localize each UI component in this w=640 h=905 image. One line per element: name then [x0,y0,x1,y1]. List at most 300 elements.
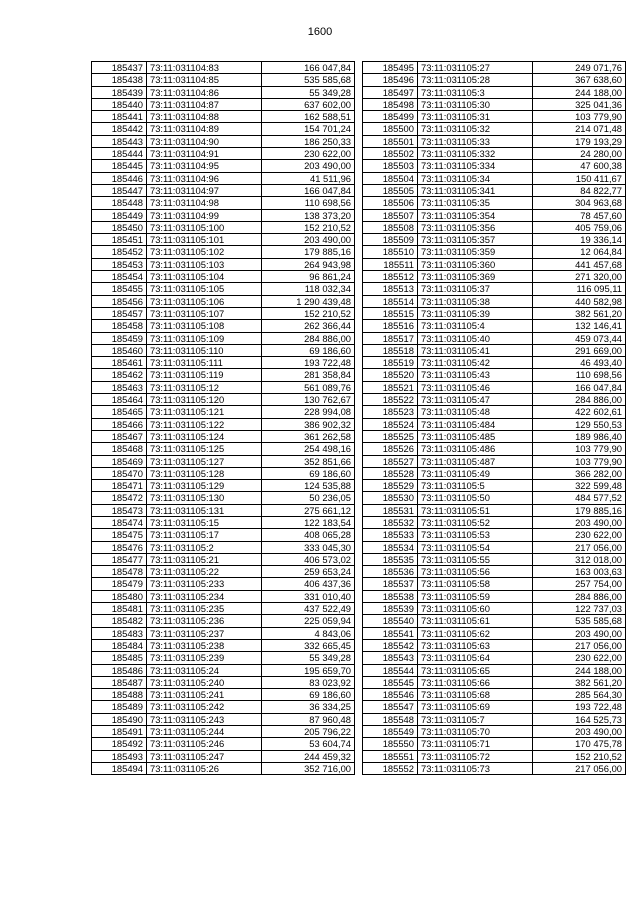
record-number: 185531 [363,504,418,516]
table-row [363,258,626,270]
cadastral-value: 87 960,48 [262,713,355,725]
cadastral-value: 304 963,68 [533,197,626,209]
record-number: 185461 [92,357,147,369]
record-number: 185496 [363,74,418,86]
cadastral-value: 312 018,00 [533,553,626,565]
cadastral-value: 244 459,32 [262,750,355,762]
cadastral-value: 459 073,44 [533,332,626,344]
cadastral-number: 73:11:031105:485 [418,430,533,442]
table-row [363,357,626,369]
record-number: 185549 [363,726,418,738]
cadastral-number: 73:11:031105:244 [147,726,262,738]
cadastral-value: 352 716,00 [262,762,355,774]
table-row [363,320,626,332]
record-number: 185490 [92,713,147,725]
table-row [92,197,355,209]
table-row [92,467,355,479]
cadastral-number: 73:11:031105:240 [147,676,262,688]
cadastral-value: 366 282,00 [533,467,626,479]
table-row [363,123,626,135]
cadastral-value: 47 600,38 [533,160,626,172]
cadastral-number: 73:11:031105:56 [418,566,533,578]
table-row [363,62,626,74]
record-number: 185508 [363,221,418,233]
cadastral-number: 73:11:031105:125 [147,443,262,455]
table-row [92,664,355,676]
table-row [92,627,355,639]
table-row [92,369,355,381]
record-number: 185451 [92,234,147,246]
record-number: 185452 [92,246,147,258]
cadastral-number: 73:11:031105:121 [147,406,262,418]
record-number: 185450 [92,221,147,233]
table-row [363,566,626,578]
cadastral-value: 382 561,20 [533,676,626,688]
table-row [92,209,355,221]
cadastral-number: 73:11:031105:234 [147,590,262,602]
cadastral-number: 73:11:031105:2 [147,541,262,553]
cadastral-number: 73:11:031105:63 [418,639,533,651]
cadastral-number: 73:11:031105:41 [418,344,533,356]
record-number: 185503 [363,160,418,172]
record-number: 185481 [92,603,147,615]
cadastral-value: 203 490,00 [533,627,626,639]
cadastral-value: 122 737,03 [533,603,626,615]
record-number: 185523 [363,406,418,418]
record-number: 185480 [92,590,147,602]
table-row [92,160,355,172]
table-row [363,74,626,86]
cadastral-number: 73:11:031104:98 [147,197,262,209]
cadastral-number: 73:11:031105:50 [418,492,533,504]
cadastral-number: 73:11:031105:4 [418,320,533,332]
record-number: 185479 [92,578,147,590]
table-row [92,455,355,467]
table-row [363,184,626,196]
table-row [92,639,355,651]
cadastral-value: 166 047,84 [533,381,626,393]
record-number: 185487 [92,676,147,688]
cadastral-value: 103 779,90 [533,443,626,455]
table-row [363,664,626,676]
table-row [92,541,355,553]
cadastral-value: 257 754,00 [533,578,626,590]
cadastral-number: 73:11:031105:247 [147,750,262,762]
cadastral-number: 73:11:031105:42 [418,357,533,369]
cadastral-number: 73:11:031104:87 [147,98,262,110]
cadastral-value: 55 349,28 [262,652,355,664]
table-row [363,726,626,738]
record-number: 185526 [363,443,418,455]
record-number: 185484 [92,639,147,651]
record-number: 185533 [363,529,418,541]
register-table-left [91,61,355,775]
cadastral-value: 186 250,33 [262,135,355,147]
cadastral-value: 203 490,00 [262,234,355,246]
record-number: 185447 [92,184,147,196]
cadastral-value: 19 336,14 [533,234,626,246]
record-number: 185509 [363,234,418,246]
record-number: 185551 [363,750,418,762]
cadastral-value: 130 762,67 [262,394,355,406]
record-number: 185486 [92,664,147,676]
cadastral-number: 73:11:031105:55 [418,553,533,565]
record-number: 185471 [92,480,147,492]
table-row [92,246,355,258]
cadastral-number: 73:11:031105:106 [147,295,262,307]
record-number: 185525 [363,430,418,442]
table-row [92,529,355,541]
cadastral-number: 73:11:031105:236 [147,615,262,627]
table-row [92,172,355,184]
record-number: 185544 [363,664,418,676]
record-number: 185521 [363,381,418,393]
record-number: 185492 [92,738,147,750]
cadastral-number: 73:11:031105:233 [147,578,262,590]
cadastral-number: 73:11:031105:131 [147,504,262,516]
cadastral-number: 73:11:031105:33 [418,135,533,147]
record-number: 185493 [92,750,147,762]
cadastral-value: 110 698,56 [262,197,355,209]
table-row [363,148,626,160]
cadastral-value: 129 550,53 [533,418,626,430]
record-number: 185535 [363,553,418,565]
table-row [363,86,626,98]
table-row [363,615,626,627]
table-row [363,627,626,639]
cadastral-number: 73:11:031105:39 [418,307,533,319]
table-row [92,234,355,246]
record-number: 185453 [92,258,147,270]
cadastral-value: 69 186,60 [262,344,355,356]
record-number: 185477 [92,553,147,565]
table-row [363,172,626,184]
table-row [92,332,355,344]
cadastral-value: 203 490,00 [533,726,626,738]
table-row [92,357,355,369]
cadastral-number: 73:11:031105:53 [418,529,533,541]
table-row [363,344,626,356]
cadastral-value: 203 490,00 [262,160,355,172]
table-row [92,480,355,492]
table-row [363,492,626,504]
cadastral-value: 535 585,68 [533,615,626,627]
table-row [92,701,355,713]
cadastral-value: 228 994,08 [262,406,355,418]
cadastral-number: 73:11:031105:356 [418,221,533,233]
cadastral-value: 352 851,66 [262,455,355,467]
record-number: 185465 [92,406,147,418]
cadastral-number: 73:11:031105:35 [418,197,533,209]
cadastral-value: 217 056,00 [533,762,626,774]
cadastral-number: 73:11:031105:120 [147,394,262,406]
record-number: 185529 [363,480,418,492]
table-row [92,295,355,307]
record-number: 185472 [92,492,147,504]
cadastral-number: 73:11:031105:60 [418,603,533,615]
cadastral-number: 73:11:031105:111 [147,357,262,369]
table-row [363,713,626,725]
cadastral-number: 73:11:031105:37 [418,283,533,295]
cadastral-value: 24 280,00 [533,148,626,160]
record-number: 185528 [363,467,418,479]
table-row [92,406,355,418]
record-number: 185444 [92,148,147,160]
table-row [363,271,626,283]
record-number: 185460 [92,344,147,356]
table-row [92,726,355,738]
cadastral-number: 73:11:031105:24 [147,664,262,676]
record-number: 185485 [92,652,147,664]
cadastral-number: 73:11:031104:85 [147,74,262,86]
record-number: 185505 [363,184,418,196]
record-number: 185446 [92,172,147,184]
record-number: 185511 [363,258,418,270]
record-number: 185534 [363,541,418,553]
record-number: 185504 [363,172,418,184]
record-number: 185473 [92,504,147,516]
cadastral-number: 73:11:031105:124 [147,430,262,442]
cadastral-number: 73:11:031105:69 [418,701,533,713]
table-row [363,307,626,319]
record-number: 185478 [92,566,147,578]
table-row [363,135,626,147]
table-row [363,246,626,258]
table-row [92,283,355,295]
record-number: 185543 [363,652,418,664]
cadastral-value: 152 210,52 [262,221,355,233]
cadastral-number: 73:11:031105:48 [418,406,533,418]
cadastral-value: 484 577,52 [533,492,626,504]
table-row [92,750,355,762]
cadastral-value: 271 320,00 [533,271,626,283]
cadastral-value: 230 622,00 [533,529,626,541]
record-number: 185459 [92,332,147,344]
table-row [363,332,626,344]
cadastral-value: 217 056,00 [533,541,626,553]
cadastral-value: 1 290 439,48 [262,295,355,307]
cadastral-number: 73:11:031105:484 [418,418,533,430]
table-row [363,603,626,615]
table-row [363,295,626,307]
record-number: 185502 [363,148,418,160]
record-number: 185441 [92,111,147,123]
cadastral-value: 179 193,29 [533,135,626,147]
cadastral-value: 164 525,73 [533,713,626,725]
cadastral-number: 73:11:031105:486 [418,443,533,455]
table-row [363,689,626,701]
cadastral-number: 73:11:031105:68 [418,689,533,701]
cadastral-value: 179 885,16 [533,504,626,516]
table-row [92,430,355,442]
cadastral-value: 225 059,94 [262,615,355,627]
cadastral-value: 170 475,78 [533,738,626,750]
table-row [363,406,626,418]
cadastral-value: 69 186,60 [262,689,355,701]
cadastral-number: 73:11:031105:109 [147,332,262,344]
cadastral-value: 441 457,68 [533,258,626,270]
cadastral-value: 152 210,52 [262,307,355,319]
table-row [92,221,355,233]
table-row [92,111,355,123]
cadastral-number: 73:11:031105:31 [418,111,533,123]
record-number: 185498 [363,98,418,110]
cadastral-number: 73:11:031105:102 [147,246,262,258]
table-row [92,762,355,774]
cadastral-value: 405 759,06 [533,221,626,233]
table-row [92,74,355,86]
record-number: 185470 [92,467,147,479]
cadastral-value: 166 047,84 [262,184,355,196]
cadastral-value: 195 659,70 [262,664,355,676]
table-row [92,394,355,406]
record-number: 185542 [363,639,418,651]
cadastral-value: 152 210,52 [533,750,626,762]
record-number: 185520 [363,369,418,381]
cadastral-value: 333 045,30 [262,541,355,553]
table-row [92,738,355,750]
cadastral-value: 103 779,90 [533,111,626,123]
cadastral-value: 150 411,67 [533,172,626,184]
cadastral-number: 73:11:031105:52 [418,516,533,528]
cadastral-number: 73:11:031105:238 [147,639,262,651]
register-table-right [362,61,626,775]
cadastral-number: 73:11:031105:26 [147,762,262,774]
cadastral-value: 179 885,16 [262,246,355,258]
cadastral-value: 561 089,76 [262,381,355,393]
cadastral-number: 73:11:031105:3 [418,86,533,98]
record-number: 185476 [92,541,147,553]
cadastral-number: 73:11:031105:71 [418,738,533,750]
cadastral-number: 73:11:031105:43 [418,369,533,381]
cadastral-value: 50 236,05 [262,492,355,504]
table-row [363,676,626,688]
cadastral-value: 46 493,40 [533,357,626,369]
cadastral-value: 214 071,48 [533,123,626,135]
cadastral-value: 259 653,24 [262,566,355,578]
table-row [92,271,355,283]
table-row [363,455,626,467]
page-number: 1600 [307,26,333,38]
cadastral-number: 73:11:031104:88 [147,111,262,123]
table-row [92,615,355,627]
cadastral-number: 73:11:031104:96 [147,172,262,184]
table-row [92,184,355,196]
cadastral-value: 281 358,84 [262,369,355,381]
cadastral-value: 422 602,61 [533,406,626,418]
record-number: 185448 [92,197,147,209]
table-row [363,701,626,713]
record-number: 185457 [92,307,147,319]
record-number: 185532 [363,516,418,528]
cadastral-number: 73:11:031105:359 [418,246,533,258]
cadastral-value: 12 064,84 [533,246,626,258]
table-row [92,652,355,664]
record-number: 185497 [363,86,418,98]
cadastral-number: 73:11:031105:66 [418,676,533,688]
cadastral-value: 53 604,74 [262,738,355,750]
cadastral-value: 322 599,48 [533,480,626,492]
cadastral-value: 325 041,36 [533,98,626,110]
table-row [92,443,355,455]
cadastral-number: 73:11:031105:58 [418,578,533,590]
record-number: 185512 [363,271,418,283]
cadastral-number: 73:11:031105:34 [418,172,533,184]
cadastral-number: 73:11:031105:62 [418,627,533,639]
cadastral-value: 110 698,56 [533,369,626,381]
record-number: 185442 [92,123,147,135]
cadastral-value: 437 522,49 [262,603,355,615]
table-row [363,98,626,110]
table-row [363,443,626,455]
table-row [92,603,355,615]
table-row [363,516,626,528]
table-row [363,590,626,602]
table-row [92,62,355,74]
cadastral-number: 73:11:031105:334 [418,160,533,172]
cadastral-number: 73:11:031105:108 [147,320,262,332]
cadastral-value: 189 986,40 [533,430,626,442]
cadastral-number: 73:11:031105:104 [147,271,262,283]
record-number: 185474 [92,516,147,528]
cadastral-number: 73:11:031104:86 [147,86,262,98]
table-row [92,307,355,319]
cadastral-number: 73:11:031105:28 [418,74,533,86]
table-row [92,344,355,356]
cadastral-value: 118 032,34 [262,283,355,295]
record-number: 185518 [363,344,418,356]
record-number: 185482 [92,615,147,627]
table-row [92,98,355,110]
table-row [92,135,355,147]
cadastral-number: 73:11:031105:242 [147,701,262,713]
record-number: 185513 [363,283,418,295]
cadastral-number: 73:11:031105:237 [147,627,262,639]
cadastral-number: 73:11:031105:101 [147,234,262,246]
cadastral-value: 203 490,00 [533,516,626,528]
record-number: 185538 [363,590,418,602]
cadastral-value: 154 701,24 [262,123,355,135]
table-row [92,689,355,701]
cadastral-value: 275 661,12 [262,504,355,516]
cadastral-value: 41 511,96 [262,172,355,184]
cadastral-number: 73:11:031105:243 [147,713,262,725]
cadastral-value: 244 188,00 [533,86,626,98]
cadastral-number: 73:11:031104:91 [147,148,262,160]
table-row [363,381,626,393]
record-number: 185464 [92,394,147,406]
cadastral-value: 132 146,41 [533,320,626,332]
record-number: 185462 [92,369,147,381]
record-number: 185537 [363,578,418,590]
cadastral-value: 262 366,44 [262,320,355,332]
cadastral-number: 73:11:031105:357 [418,234,533,246]
cadastral-value: 284 886,00 [533,394,626,406]
cadastral-value: 217 056,00 [533,639,626,651]
cadastral-number: 73:11:031105:32 [418,123,533,135]
cadastral-number: 73:11:031105:129 [147,480,262,492]
cadastral-number: 73:11:031105:22 [147,566,262,578]
record-number: 185469 [92,455,147,467]
cadastral-number: 73:11:031105:17 [147,529,262,541]
cadastral-value: 284 886,00 [533,590,626,602]
cadastral-number: 73:11:031105:40 [418,332,533,344]
cadastral-number: 73:11:031105:246 [147,738,262,750]
cadastral-number: 73:11:031104:83 [147,62,262,74]
record-number: 185506 [363,197,418,209]
cadastral-number: 73:11:031105:235 [147,603,262,615]
cadastral-value: 331 010,40 [262,590,355,602]
